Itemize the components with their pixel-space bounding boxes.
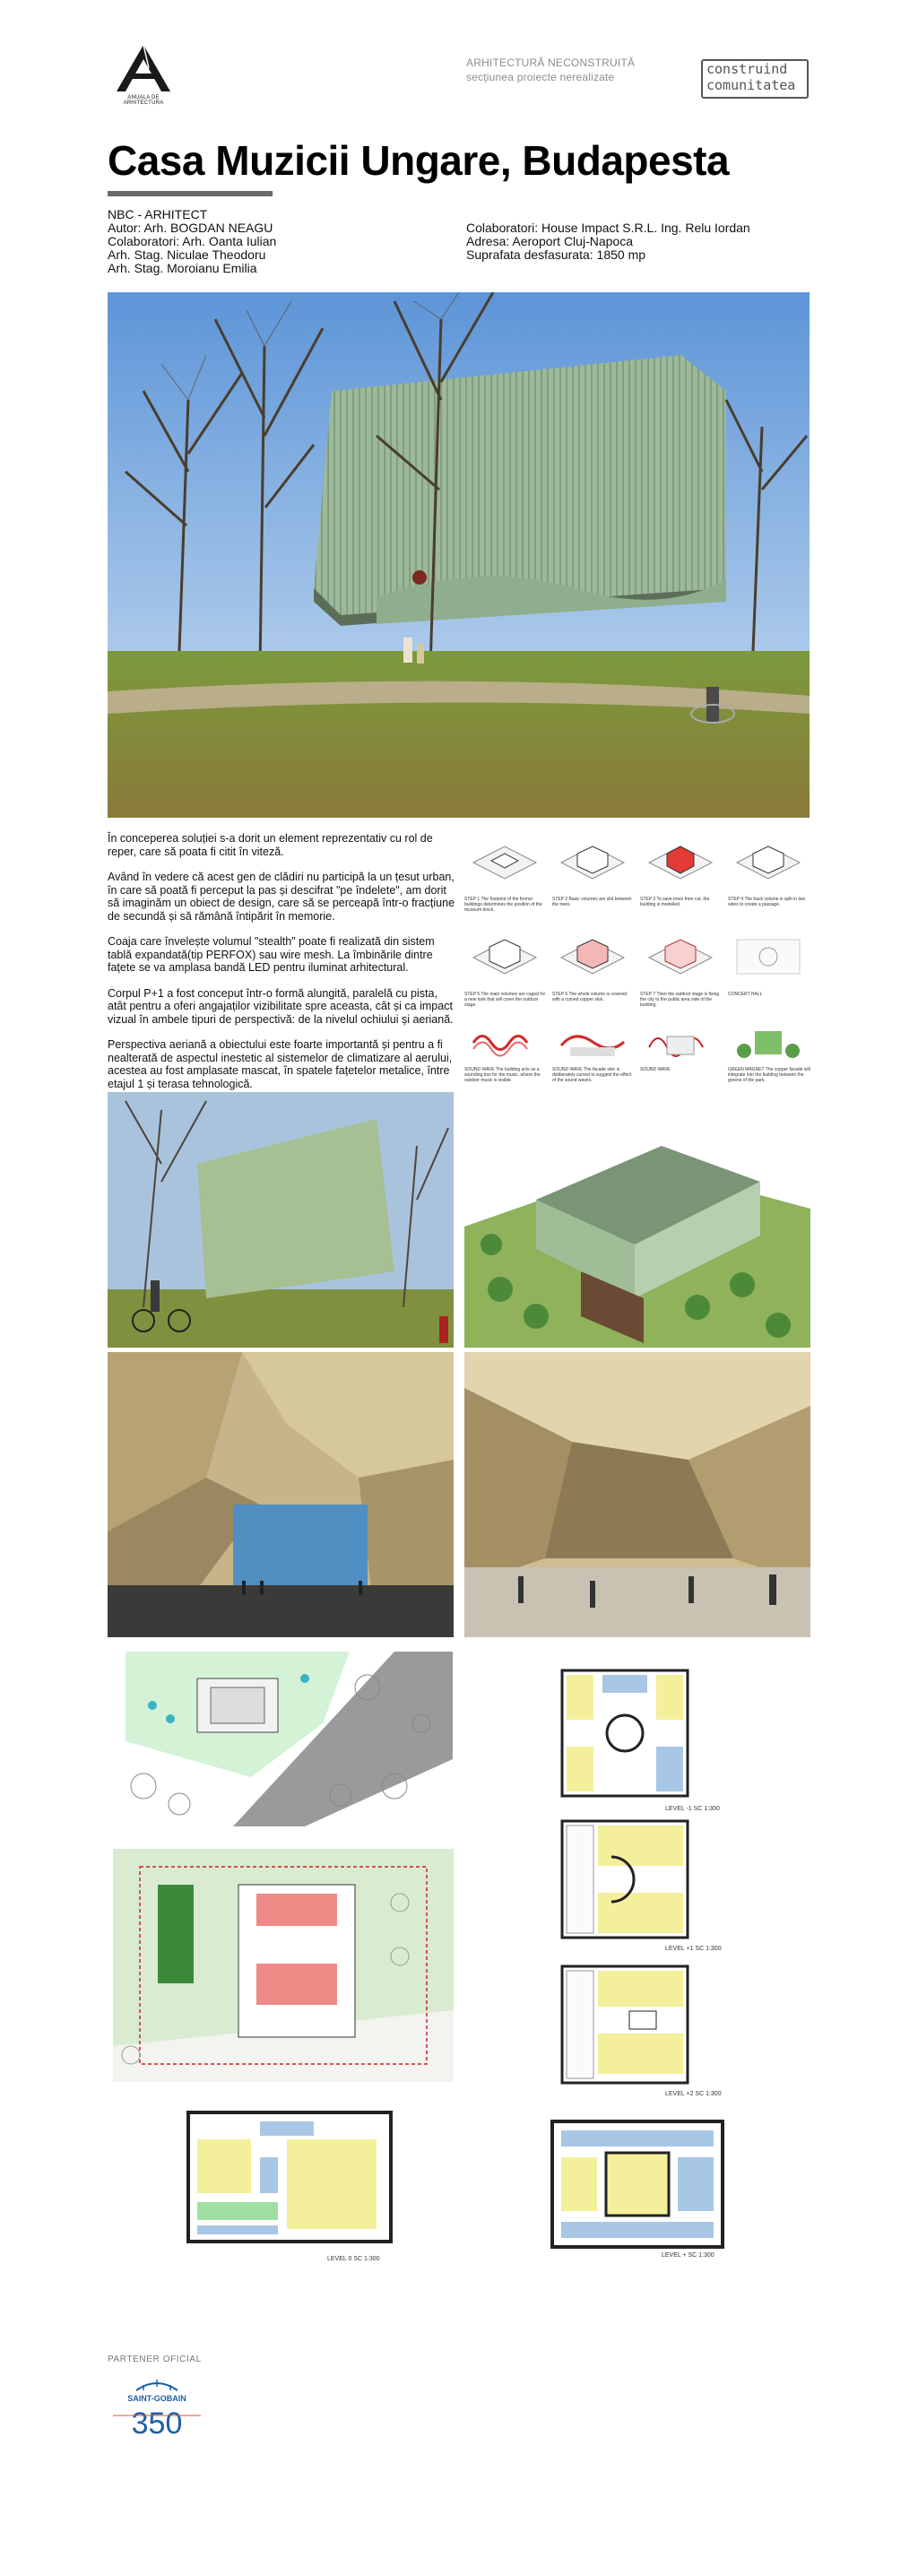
credit-line: Arh. Stag. Niculae Theodoru	[108, 247, 266, 262]
credit-line: Autor: Arh. BOGDAN NEAGU	[108, 221, 273, 235]
concept-diagrams-panel	[464, 823, 810, 1092]
title-underline	[108, 191, 273, 196]
diagram-caption: STEP 7 Then the outdoor stage is fixing the city to the public area side of the building.	[640, 992, 720, 1008]
site-plan	[126, 1652, 453, 1826]
annual-architecture-logo	[108, 43, 179, 108]
construind-comunitatea-logo	[701, 59, 809, 99]
credit-line: Adresa: Aeroport Cluj-Napoca	[466, 234, 633, 248]
diagram-caption: GREEN MAGNET The copper facade will integrate into the building between the greens of the park.	[728, 1067, 810, 1083]
diagram-caption: SOUND WAVE	[640, 1067, 671, 1072]
concept-diagram	[728, 922, 809, 988]
hero-exterior-render	[108, 292, 810, 818]
plan-caption: LEVEL + SC 1:300	[662, 2252, 714, 2259]
credit-line: Colaboratori: House Impact S.R.L. Ing. Relu Iordan	[466, 221, 750, 235]
description-paragraph: În conceperea soluției s-a dorit un element reprezentativ cu rol de reper, care să poata fi citit în viteză.	[108, 832, 433, 858]
description-paragraph: Coaja care învelește volumul "stealth" poate fi realizată din sistem tablă expandată(tip PERFOX) sau wire mesh. La îmbinările dintre fațete se va amplasa bandă LED pentru iluminat arhitectural.	[108, 935, 435, 974]
interior-render-atrium	[464, 1352, 810, 1637]
floor-plan-level-0	[179, 2103, 400, 2251]
section-heading	[466, 56, 663, 84]
logo-word-1: construind	[706, 61, 788, 77]
diagram-caption: STEP 1 The footprint of the former buildings determines the position of the museum block.	[464, 897, 542, 913]
diagram-caption: STEP 3 To save trees from cut, the building is modelled.	[640, 897, 710, 907]
diagram-caption: STEP 4 The back volume is split in two sides to create a passage.	[728, 897, 806, 907]
interior-render-foyer	[108, 1352, 454, 1637]
concept-diagram	[728, 827, 809, 893]
diagram-caption: STEP 6 The whole volume is covered with a curved copper skin.	[552, 992, 628, 1002]
credit-line: Arh. Stag. Moroianu Emilia	[108, 261, 257, 275]
diagram-caption: STEP 5 The main volumes are caged for a new look that will cover the outdoor stage.	[464, 992, 546, 1008]
floor-plan-level-plus	[543, 2112, 732, 2256]
sound-wave-diagram	[464, 1020, 545, 1065]
project-description	[108, 832, 457, 1103]
logo-caption: ANUALA DE ARHITECTURA	[123, 95, 164, 106]
ground-site-plan	[113, 1849, 454, 2082]
concept-diagram	[552, 827, 633, 893]
diagram-caption: CONCERT HALL	[728, 992, 763, 997]
credit-line: Colaboratori: Arh. Oanta Iulian	[108, 234, 277, 248]
description-paragraph: Având în vedere că acest gen de clădiri nu participă la un țesut urban, în care să poată fi perceput la pas și descifrat "pe îndelete", am dorit să imaginăm un obiect de design, care să se perceapă într-o fracțiune de secundă și să rămână întipărit în memorie.	[108, 871, 455, 923]
saint-gobain-logo	[108, 2374, 206, 2441]
letter-a-logo-icon	[108, 43, 179, 93]
floor-plan-level-minus-1	[558, 1666, 692, 1800]
credit-line: Suprafata desfasurata: 1850 mp	[466, 247, 646, 262]
plan-caption: LEVEL 0 SC 1:300	[327, 2256, 380, 2262]
credit-line: NBC - ARHITECT	[108, 207, 208, 221]
description-paragraph: Perspectiva aeriană a obiectului este foarte importantă și pentru a fi nealterată de aspectul inestetic al sistemelor de climatizare al aerului, acestea au fost amplasate mascat, în spatele fațetelor metalice, între etajul 1 și terasa tehnologică.	[108, 1038, 453, 1090]
diagram-caption: SOUND WAVE The facade skin is deliberately curved to suggest the effect of the sound waves.	[552, 1067, 632, 1083]
sponsor-name: SAINT-GOBAIN	[127, 2394, 186, 2403]
diagram-caption: STEP 2 Basic volumes are slid between the trees.	[552, 897, 632, 907]
sponsor-anniversary: 350	[131, 2407, 183, 2441]
concept-diagram	[640, 922, 721, 988]
concept-diagram	[464, 827, 545, 893]
exterior-render-park	[108, 1092, 454, 1348]
floor-plan-level-plus-1	[558, 1817, 692, 1942]
plan-caption: LEVEL -1 SC 1:300	[665, 1806, 720, 1812]
diagram-caption: SOUND WAVE The building acts as a sounding box for the music, where the outdoor music is visible.	[464, 1067, 541, 1083]
logo-word-2: comunitatea	[706, 77, 796, 93]
sound-wave-diagram	[640, 1020, 721, 1065]
aerial-render	[464, 1092, 810, 1348]
sound-wave-diagram	[552, 1020, 633, 1065]
credits-left	[108, 208, 466, 275]
plan-caption: LEVEL +2 SC 1:300	[665, 2091, 722, 2097]
concept-diagram	[464, 922, 545, 988]
plan-caption: LEVEL +1 SC 1:300	[665, 1946, 722, 1952]
green-magnet-diagram	[728, 1020, 809, 1065]
floor-plan-level-plus-2	[558, 1962, 692, 2087]
concept-diagram	[552, 922, 633, 988]
credits-right	[466, 221, 825, 262]
concept-diagram	[640, 827, 721, 893]
partner-label: PARTENER OFICIAL	[108, 2355, 202, 2364]
section-subtitle: secțiunea proiecte nerealizate	[466, 71, 615, 83]
description-paragraph: Corpul P+1 a fost conceput într-o formă alungită, paralelă cu pista, atât pentru a oferi angajaților vizibilitate spre aceasta, cât și ca impact vizual în ambele tipuri de perspectivă: de la nivelul ochiului și aeriană.	[108, 986, 454, 1026]
section-title: ARHITECTURĂ NECONSTRUITĂ	[466, 56, 636, 69]
project-title: Casa Muzicii Ungare, Budapesta	[108, 137, 730, 184]
